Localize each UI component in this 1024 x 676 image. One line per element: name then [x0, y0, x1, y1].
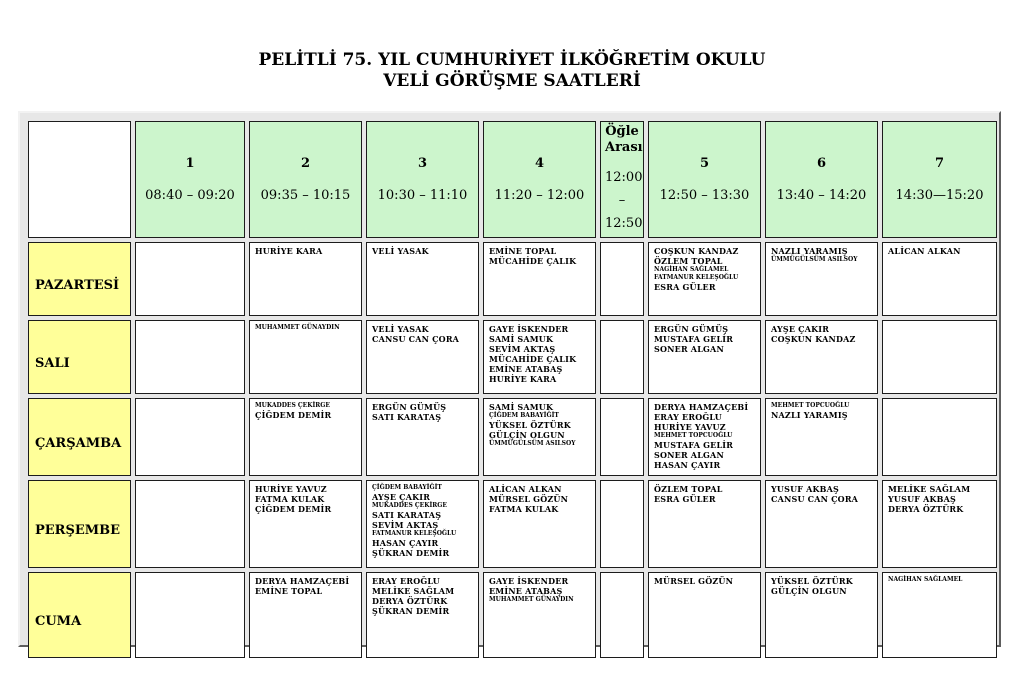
period-number: 7: [934, 155, 945, 171]
teacher-name: MUSTAFA GELİR: [654, 440, 734, 450]
period-number: 5: [699, 155, 710, 171]
teacher-name: GÜLÇİN OLGUN: [489, 430, 565, 440]
schedule-table: [24, 117, 1001, 662]
period-header-4: [483, 121, 596, 238]
schedule-cell: [600, 242, 644, 316]
teacher-name: ERAY EROĞLU: [654, 412, 722, 422]
teacher-name: MELİKE SAĞLAM: [372, 586, 455, 596]
period-time: 13:40 – 14:20: [776, 187, 867, 203]
teacher-name: SAMİ SAMUK: [489, 402, 554, 412]
schedule-cell: [483, 398, 596, 476]
teacher-name: DERYA ÖZTÜRK: [888, 504, 964, 514]
teacher-name: HURİYE KARA: [255, 246, 323, 256]
teacher-name: FATMA KULAK: [255, 494, 325, 504]
teacher-name: COŞKUN KANDAZ: [654, 246, 739, 256]
teacher-name: HURİYE YAVUZ: [654, 422, 726, 432]
teacher-name: SATI KARATAŞ: [372, 412, 442, 422]
teacher-name: FATMANUR KELEŞOĞLU: [372, 530, 457, 537]
schedule-cell: [648, 480, 761, 568]
teacher-name: EMİNE ATABAŞ: [489, 364, 563, 374]
teacher-name: VELİ YASAK: [372, 246, 429, 256]
teacher-name: ALİCAN ALKAN: [888, 246, 961, 256]
schedule-cell: [249, 242, 362, 316]
day-label: PAZARTESİ: [28, 242, 131, 316]
header-row: [28, 121, 997, 238]
schedule-cell: [135, 398, 245, 476]
schedule-cell: [483, 320, 596, 394]
schedule-cell: [366, 320, 479, 394]
teacher-name: ÇİĞDEM DEMİR: [255, 410, 332, 420]
schedule-cell: [135, 320, 245, 394]
period-time: 10:30 – 11:10: [377, 187, 468, 203]
schedule-cell: [882, 242, 997, 316]
teacher-name: ŞÜKRAN DEMİR: [372, 548, 450, 558]
teacher-name: ERAY EROĞLU: [372, 576, 440, 586]
teacher-name: ÇİĞDEM BABAYİĞİT: [489, 412, 559, 419]
teacher-name: MEHMET TOPCUOĞLU: [771, 402, 850, 409]
period-time: 08:40 – 09:20: [145, 187, 235, 203]
teacher-name: ŞÜKRAN DEMİR: [372, 606, 450, 616]
teacher-name: MÜRSEL GÖZÜN: [654, 576, 734, 586]
teacher-name: AYŞE ÇAKIR: [771, 324, 830, 334]
teacher-name: SONER ALGAN: [654, 344, 724, 354]
teacher-name: SONER ALGAN: [654, 450, 724, 460]
teacher-name: MELİKE SAĞLAM: [888, 484, 971, 494]
teacher-name: DERYA HAMZAÇEBİ: [654, 402, 749, 412]
teacher-name: VELİ YASAK: [372, 324, 429, 334]
teacher-name: AYŞE ÇAKIR: [372, 492, 431, 502]
teacher-name: GAYE İSKENDER: [489, 324, 569, 334]
teacher-name: EMİNE ATABAŞ: [489, 586, 563, 596]
schedule-cell: [600, 480, 644, 568]
period-header-6: [765, 121, 878, 238]
schedule-cell: [765, 398, 878, 476]
schedule-cell: [483, 242, 596, 316]
schedule-cell: [135, 572, 245, 658]
teacher-name: NAZLI YARAMIŞ: [771, 410, 848, 420]
teacher-name: HURİYE KARA: [489, 374, 557, 384]
period-number: 3: [417, 155, 428, 171]
schedule-cell: [600, 320, 644, 394]
teacher-name: SEVİM AKTAŞ: [489, 344, 556, 354]
schedule-cell: [765, 242, 878, 316]
teacher-name: DERYA HAMZAÇEBİ: [255, 576, 350, 586]
teacher-name: ÇİĞDEM BABAYİĞİT: [372, 484, 442, 491]
teacher-name: ÖZLEM TOPAL: [654, 256, 723, 266]
schedule-cell: [249, 480, 362, 568]
period-time: 14:30—15:20: [895, 187, 984, 203]
period-time: 11:20 – 12:00: [494, 187, 585, 203]
day-label: PERŞEMBE: [28, 480, 131, 568]
teacher-name: CANSU CAN ÇORA: [372, 334, 460, 344]
teacher-name: GÜLÇİN OLGUN: [771, 586, 847, 596]
period-number: 4: [534, 155, 545, 171]
period-number: Öğle Arası: [605, 124, 643, 155]
period-header-2: [249, 121, 362, 238]
schedule-cell: [648, 572, 761, 658]
teacher-name: ÜMMÜGÜLSÜM ASILSOY: [771, 256, 858, 263]
teacher-name: SEVİM AKTAŞ: [372, 520, 439, 530]
teacher-name: EMİNE TOPAL: [255, 586, 323, 596]
teacher-name: HURİYE YAVUZ: [255, 484, 327, 494]
teacher-name: GAYE İSKENDER: [489, 576, 569, 586]
teacher-name: NAGİHAN SAĞLAMEL: [654, 266, 729, 273]
period-header-lunch: [600, 121, 644, 238]
schedule-cell: [882, 480, 997, 568]
schedule-cell: [366, 572, 479, 658]
period-number: 2: [300, 155, 311, 171]
schedule-cell: [648, 242, 761, 316]
schedule-title: VELİ GÖRÜŞME SAATLERİ: [383, 71, 641, 91]
day-label: CUMA: [28, 572, 131, 658]
teacher-name: FATMANUR KELEŞOĞLU: [654, 274, 739, 281]
teacher-name: SAMİ SAMUK: [489, 334, 554, 344]
teacher-name: SATI KARATAŞ: [372, 510, 442, 520]
day-row: [28, 398, 997, 476]
schedule-cell: [765, 320, 878, 394]
teacher-name: MUHAMMET GÜNAYDIN: [255, 324, 340, 331]
teacher-name: CANSU CAN ÇORA: [771, 494, 859, 504]
teacher-name: MUKADDES ÇEKİRGE: [255, 402, 330, 409]
schedule-cell: [249, 320, 362, 394]
teacher-name: FATMA KULAK: [489, 504, 559, 514]
schedule-cell: [882, 398, 997, 476]
schedule-cell: [135, 242, 245, 316]
period-header-3: [366, 121, 479, 238]
teacher-name: MUKADDES ÇEKİRGE: [372, 502, 447, 509]
teacher-name: MEHMET TOPCUOĞLU: [654, 432, 733, 439]
teacher-name: ÇİĞDEM DEMİR: [255, 504, 332, 514]
teacher-name: ERGÜN GÜMÜŞ: [372, 402, 447, 412]
period-time: 12:50 – 13:30: [659, 187, 750, 203]
teacher-name: YÜKSEL ÖZTÜRK: [489, 420, 571, 430]
teacher-name: HASAN ÇAYIR: [654, 460, 721, 470]
day-row: [28, 572, 997, 658]
teacher-name: ÜMMÜGÜLSÜM ASILSOY: [489, 440, 576, 447]
period-number: 6: [816, 155, 827, 171]
teacher-name: COŞKUN KANDAZ: [771, 334, 856, 344]
school-title: PELİTLİ 75. YIL CUMHURİYET İLKÖĞRETİM OKULU: [258, 50, 766, 70]
corner-cell: [28, 121, 131, 238]
teacher-name: YUSUF AKBAŞ: [888, 494, 957, 504]
schedule-cell: [765, 480, 878, 568]
teacher-name: MÜCAHİDE ÇALIK: [489, 256, 577, 266]
schedule-cell: [882, 572, 997, 658]
period-header-1: [135, 121, 245, 238]
schedule-cell: [765, 572, 878, 658]
schedule-cell: [249, 398, 362, 476]
schedule-cell: [366, 242, 479, 316]
schedule-cell: [483, 480, 596, 568]
day-row: [28, 480, 997, 568]
teacher-name: ERGÜN GÜMÜŞ: [654, 324, 729, 334]
teacher-name: HASAN ÇAYIR: [372, 538, 439, 548]
schedule-cell: [483, 572, 596, 658]
day-row: [28, 320, 997, 394]
teacher-name: NAZLI YARAMIŞ: [771, 246, 848, 256]
teacher-name: YUSUF AKBAŞ: [771, 484, 840, 494]
teacher-name: MUSTAFA GELİR: [654, 334, 734, 344]
teacher-name: YÜKSEL ÖZTÜRK: [771, 576, 853, 586]
period-time: 12:00 – 12:50: [605, 170, 643, 231]
day-label: ÇARŞAMBA: [28, 398, 131, 476]
period-number: 1: [185, 155, 195, 171]
schedule-cell: [366, 480, 479, 568]
schedule-cell: [648, 320, 761, 394]
schedule-cell: [600, 398, 644, 476]
teacher-name: MUHAMMET GÜNAYDIN: [489, 596, 574, 603]
day-label: SALI: [28, 320, 131, 394]
schedule-cell: [135, 480, 245, 568]
teacher-name: ESRA GÜLER: [654, 494, 716, 504]
teacher-name: ALİCAN ALKAN: [489, 484, 562, 494]
schedule-frame: [18, 111, 1001, 647]
period-time: 09:35 – 10:15: [260, 187, 351, 203]
teacher-name: ÖZLEM TOPAL: [654, 484, 723, 494]
teacher-name: DERYA ÖZTÜRK: [372, 596, 448, 606]
schedule-cell: [249, 572, 362, 658]
period-header-5: [648, 121, 761, 238]
teacher-name: NAGİHAN SAĞLAMEL: [888, 576, 963, 583]
day-row: [28, 242, 997, 316]
schedule-cell: [600, 572, 644, 658]
teacher-name: MÜCAHİDE ÇALIK: [489, 354, 577, 364]
period-header-7: [882, 121, 997, 238]
teacher-name: EMİNE TOPAL: [489, 246, 557, 256]
teacher-name: ESRA GÜLER: [654, 282, 716, 292]
schedule-cell: [648, 398, 761, 476]
schedule-cell: [366, 398, 479, 476]
teacher-name: MÜRSEL GÖZÜN: [489, 494, 569, 504]
schedule-cell: [882, 320, 997, 394]
